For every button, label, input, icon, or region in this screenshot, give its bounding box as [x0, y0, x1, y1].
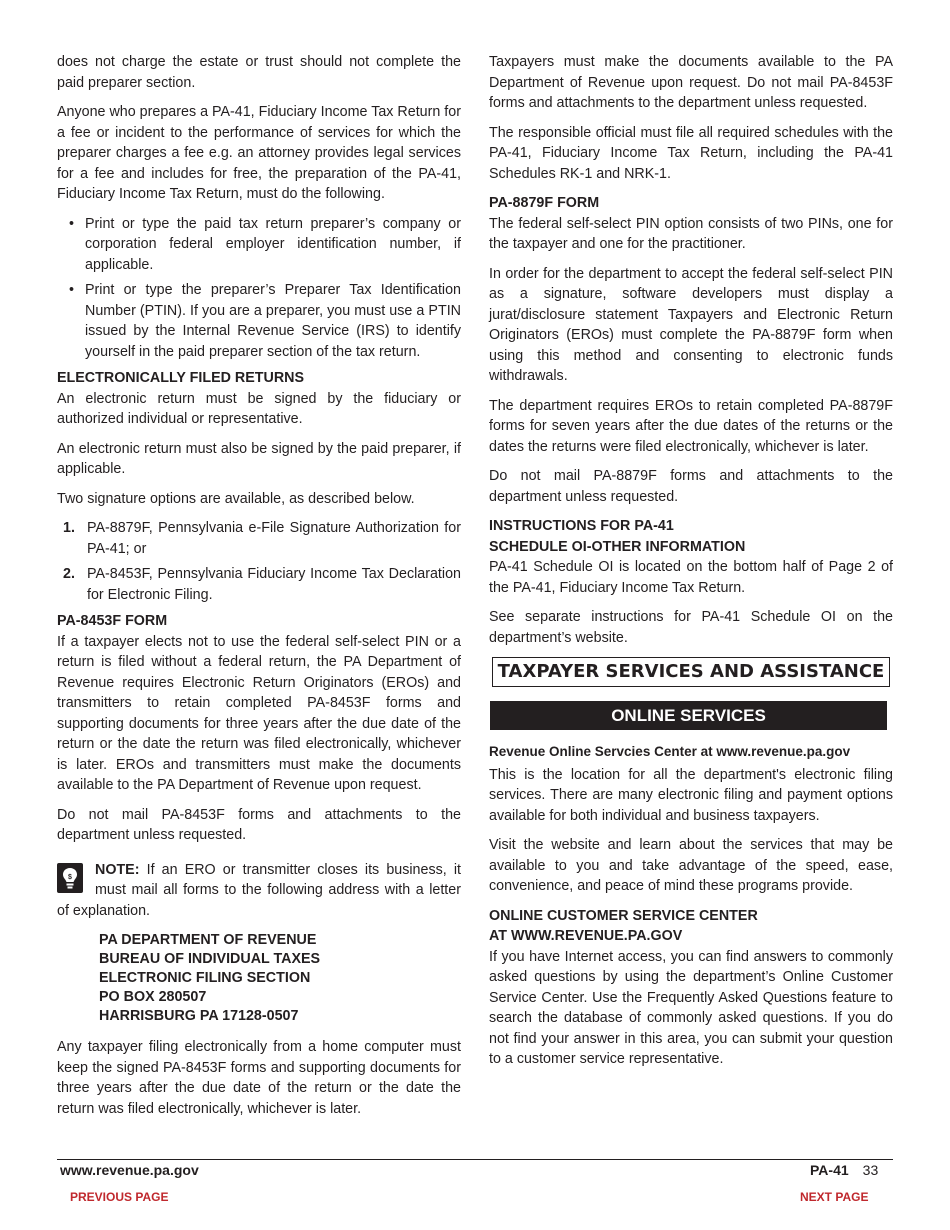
- paragraph: If a taxpayer elects not to use the federal self-select PIN or a return is filed without a federal return, the PA Department of Revenue requires Electronic Return Originators (EROs) and transmitters to retain completed PA-8453F forms and supporting documents for three years after the due date of the return or the date the return was filed electronically, whichever is later. EROs and transmitters must make the documents available to the PA Department of Revenue upon request.: [57, 633, 461, 793]
- address-line: ELECTRONIC FILING SECTION: [99, 970, 311, 986]
- list-item: • Print or type the paid tax return preparer’s company or corporation federal employer identification number, if applicable.: [57, 214, 461, 276]
- list-item: 2. PA-8453F, Pennsylvania Fiduciary Income Tax Declaration for Electronic Filing.: [63, 566, 461, 603]
- paragraph: In order for the department to accept the federal self-select PIN as a signature, software developers must display a jurat/disclosure statement Taxpayers and Electronic Return Originators (EROs) must complete the PA-8879F form when using this method and consenting to electronic funds withdrawals.: [489, 265, 893, 384]
- left-column: [57, 52, 461, 1128]
- lightbulb-icon: [57, 863, 83, 893]
- footer-form: PA-41: [810, 1162, 849, 1178]
- address-line: PA DEPARTMENT OF REVENUE: [99, 932, 317, 948]
- paragraph: does not charge the estate or trust should not complete the paid preparer section.: [57, 54, 461, 91]
- signature-options-list: [57, 518, 461, 605]
- paragraph: The federal self-select PIN option consists of two PINs, one for the taxpayer and one for the practitioner.: [489, 215, 893, 252]
- paragraph: See separate instructions for PA-41 Schedule OI on the department’s website.: [489, 609, 893, 646]
- paragraph: The department requires EROs to retain completed PA-8879F forms for seven years after the due dates of the returns or the dates the returns were filed electronically, whichever is later.: [489, 397, 893, 455]
- paragraph: Do not mail PA-8879F forms and attachments to the department unless requested.: [489, 468, 893, 505]
- paragraph: Two signature options are available, as described below.: [57, 490, 415, 507]
- svg-text:$: $: [68, 873, 72, 881]
- paragraph: Any taxpayer filing electronically from a home computer must keep the signed PA-8453F forms and supporting documents for three years after the due date of the return or the date the return was filed electronically, whichever is later.: [57, 1039, 461, 1117]
- section-heading-ocsc: ONLINE CUSTOMER SERVICE CENTER AT WWW.REVENUE.PA.GOV: [489, 907, 758, 944]
- section-heading-8879f: PA-8879F FORM: [489, 195, 600, 211]
- online-services-banner: ONLINE SERVICES: [490, 701, 887, 730]
- next-page-link[interactable]: NEXT PAGE: [800, 1190, 869, 1204]
- paragraph: An electronic return must also be signed by the paid preparer, if applicable.: [57, 440, 461, 477]
- section-heading-oi: INSTRUCTIONS FOR PA-41 SCHEDULE OI-OTHER INFORMATION: [489, 518, 746, 555]
- paragraph: If you have Internet access, you can find answers to commonly asked questions by using the department’s Online Customer Service Center. Use the Frequently Asked Questions feature to search the database of commonly asked questions. If you do not find your answer in this area, you can submit your question to a customer service representative.: [489, 948, 893, 1067]
- paragraph: Do not mail PA-8453F forms and attachments to the department unless requested.: [57, 806, 461, 843]
- revenue-online-subheading: Revenue Online Servcies Center at www.revenue.pa.gov: [489, 744, 851, 759]
- list-item: 1. PA-8879F, Pennsylvania e-File Signature Authorization for PA-41; or: [63, 520, 461, 557]
- list-item: • Print or type the preparer’s Preparer Tax Identification Number (PTIN). If you are a preparer, you must use a PTIN issued by the Internal Revenue Service (IRS) to identify yourself in the paid preparer section of the tax return.: [57, 280, 461, 362]
- paragraph: Visit the website and learn about the services that may be available to you and take advantage of the speed, ease, convenience, and peace of mind these programs provide.: [489, 837, 893, 894]
- section-heading-8453f: PA-8453F FORM: [57, 613, 168, 629]
- section-heading-efiled: ELECTRONICALLY FILED RETURNS: [57, 370, 305, 386]
- address-line: PO BOX 280507: [99, 989, 207, 1005]
- note-text: If an ERO or transmitter closes its business, it must mail all forms to the following address with a letter of explanation.: [57, 861, 461, 919]
- note-block: [57, 860, 461, 922]
- paragraph: An electronic return must be signed by the fiduciary or authorized individual or representative.: [57, 390, 461, 427]
- paragraph: The responsible official must file all required schedules with the PA-41, Fiduciary Income Tax Return, including the PA-41 Schedules RK-1 and NRK-1.: [489, 124, 893, 182]
- address-line: HARRISBURG PA 17128-0507: [99, 1008, 299, 1024]
- footer-website: www.revenue.pa.gov: [60, 1162, 199, 1178]
- page-number: 33: [862, 1162, 879, 1178]
- footer-divider: [57, 1159, 893, 1160]
- paragraph: PA-41 Schedule OI is located on the bottom half of Page 2 of the PA-41, Fiduciary Income Tax Return.: [489, 559, 893, 596]
- bullet-list: [57, 214, 461, 363]
- previous-page-link[interactable]: PREVIOUS PAGE: [70, 1190, 169, 1204]
- paragraph: Taxpayers must make the documents available to the PA Department of Revenue upon request. Do not mail PA-8453F forms and attachments to the department unless requested.: [489, 54, 893, 111]
- paragraph: This is the location for all the department's electronic filing services. There are many electronic filing and payment options available for both individual and business taxpayers.: [489, 766, 893, 824]
- right-column: [489, 52, 893, 1079]
- mailing-address: [99, 931, 461, 1026]
- paragraph: Anyone who prepares a PA-41, Fiduciary Income Tax Return for a fee or incident to the performance of services for which the preparer charges a fee e.g. an attorney provides legal services for a fee and includes for free, the preparation of the PA-41, Fiduciary Income Tax Return, must do the following.: [57, 104, 461, 202]
- note-label: NOTE:: [95, 861, 140, 878]
- footer-page-info: [810, 1162, 878, 1178]
- address-line: BUREAU OF INDIVIDUAL TAXES: [99, 951, 321, 967]
- taxpayer-services-title: TAXPAYER SERVICES AND ASSISTANCE: [492, 657, 890, 687]
